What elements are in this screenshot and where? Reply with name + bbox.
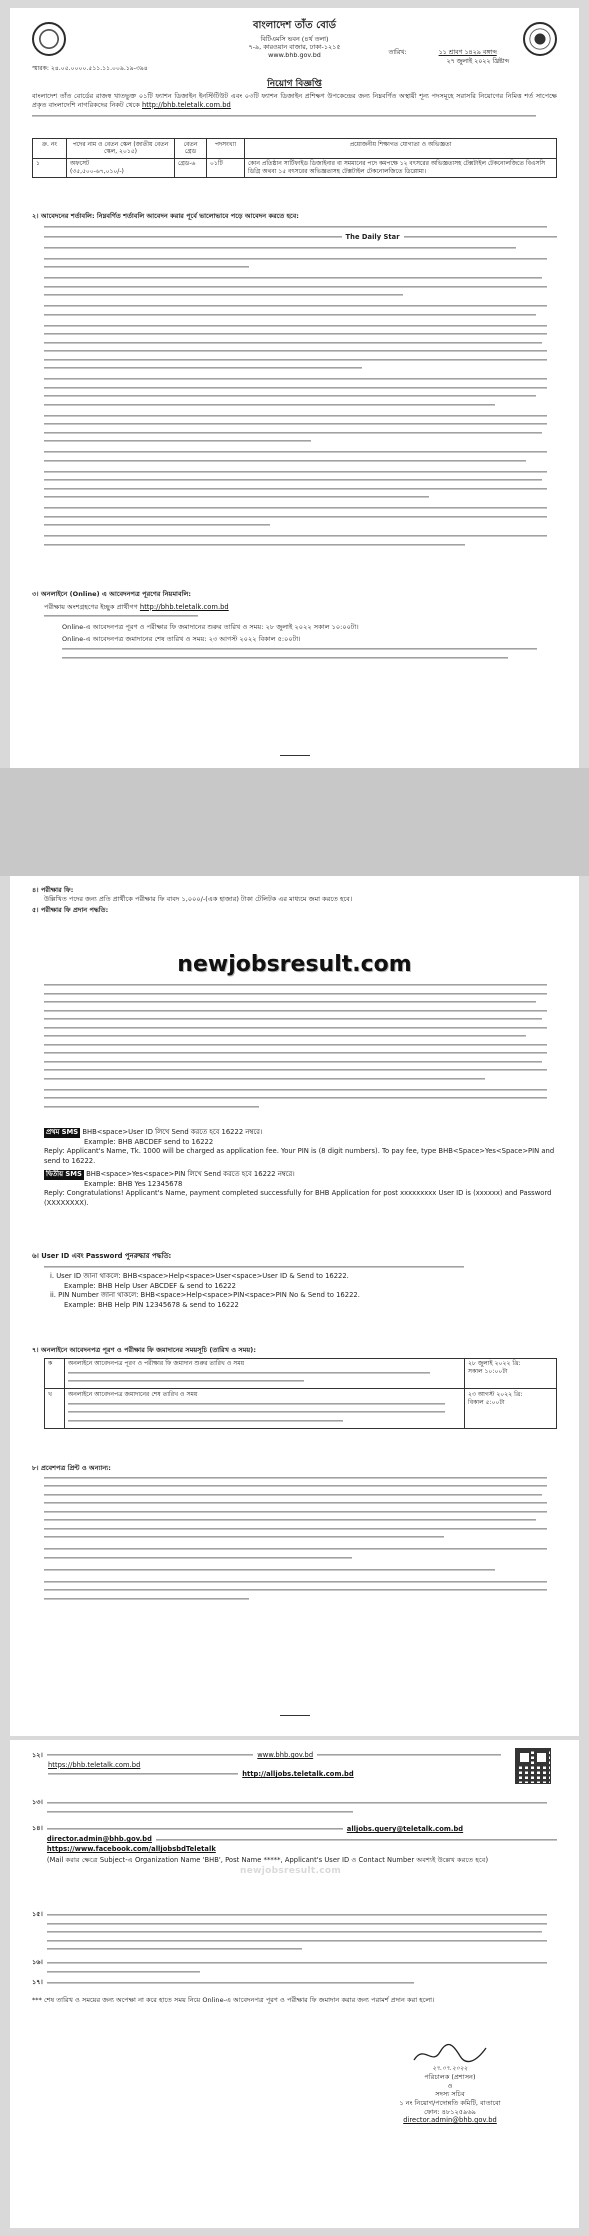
text-line bbox=[44, 303, 547, 309]
text-line bbox=[47, 1826, 343, 1832]
text-line bbox=[44, 1587, 547, 1593]
schedule-table bbox=[44, 1358, 557, 1429]
text-line bbox=[44, 1517, 536, 1523]
sched-a-time: সকাল ১০:০০টা bbox=[468, 1367, 508, 1375]
table-row bbox=[45, 1389, 557, 1428]
text-line bbox=[44, 1555, 352, 1561]
contact-email-admin[interactable]: director.admin@bhb.gov.bd bbox=[46, 1835, 152, 1844]
sms2-example: Example: BHB Yes 12345678 bbox=[84, 1179, 183, 1188]
online-dates bbox=[44, 623, 557, 661]
date-label: তারিখ: bbox=[388, 49, 407, 56]
text-line bbox=[47, 1960, 547, 1966]
sched-a-no: ক bbox=[45, 1358, 65, 1389]
text-line bbox=[68, 1370, 430, 1376]
online-body bbox=[32, 603, 557, 661]
text-line bbox=[44, 234, 342, 240]
recovery-section bbox=[32, 1252, 557, 1310]
item-14 bbox=[32, 1824, 557, 1864]
text-line bbox=[44, 365, 362, 371]
text-line bbox=[44, 1264, 464, 1270]
text-line bbox=[47, 1946, 302, 1952]
col-grade: বেতন গ্রেড bbox=[175, 139, 207, 159]
item-13 bbox=[32, 1798, 557, 1817]
signer-email[interactable]: director.admin@bhb.gov.bd bbox=[403, 2116, 497, 2125]
sms1-example: Example: BHB ABCDEF send to 16222 bbox=[84, 1137, 214, 1146]
text-line bbox=[44, 1008, 547, 1014]
text-line bbox=[44, 1050, 547, 1056]
text-line bbox=[44, 486, 547, 492]
page-gap-1 bbox=[0, 768, 589, 876]
schedule-title: ৭। অনলাইনে আবেদনপত্র পূরণ ও পরীক্ষার ফি জমাদানের সময়সূচি (তারিখ ও সময়): bbox=[32, 1346, 256, 1354]
notice-page-2 bbox=[10, 876, 579, 1736]
row-post bbox=[67, 158, 175, 178]
text-line bbox=[68, 1409, 445, 1415]
mail-instruction: (Mail করার ক্ষেত্রে Subject-এ Organization Name 'BHB', Post Name *****, Applicant's User ID ও Contact Number অবশ্যই উল্লেখ করতে হবে) bbox=[46, 1855, 489, 1864]
online-end: Online-এ আবেদনপত্র জমাদানের শেষ তারিখ ও সময়: ২৩ আগস্ট ২০২২ বিকাল ৫:০০টা। bbox=[62, 634, 301, 643]
text-line bbox=[44, 393, 536, 399]
item-15 bbox=[32, 1910, 557, 1955]
notice-page-1 bbox=[10, 8, 579, 768]
text-line bbox=[44, 1042, 547, 1048]
text-line bbox=[44, 224, 547, 230]
text-line bbox=[44, 1475, 547, 1481]
table-header-row bbox=[33, 139, 557, 159]
admit-title: ৮। প্রবেশপত্র প্রিন্ট ও অন্যান্য: bbox=[32, 1464, 111, 1472]
sched-a-when bbox=[465, 1358, 557, 1389]
text-line bbox=[44, 522, 270, 528]
text-line bbox=[44, 331, 547, 337]
recovery-i: i. User ID জানা থাকলে: BHB<space>Help<space>User<space>User ID & Send to 16222. bbox=[50, 1272, 349, 1280]
handwritten-signature bbox=[410, 2040, 490, 2068]
fee-method-body bbox=[32, 980, 557, 1112]
signer-phone: ফোন: ৪৮১২৫৯৬৯ bbox=[424, 2107, 476, 2116]
online-section bbox=[32, 590, 557, 663]
text-line bbox=[156, 1837, 557, 1843]
text-line bbox=[44, 1059, 542, 1065]
item-number: ১৭। bbox=[32, 1978, 43, 1986]
sched-b-date: ২৩ আগস্ট ২০২২ খ্রি: bbox=[468, 1390, 523, 1398]
text-line bbox=[44, 376, 547, 382]
signer-and: ও bbox=[447, 2081, 453, 2090]
admit-body bbox=[32, 1475, 557, 1602]
item14-line1 bbox=[47, 1824, 557, 1835]
text-line bbox=[68, 1418, 343, 1424]
item-number: ১৫। bbox=[32, 1910, 43, 1918]
newspaper-name: The Daily Star bbox=[345, 233, 400, 242]
text-line bbox=[44, 275, 542, 281]
recovery-title: ৬। User ID এবং Password পুনরুদ্ধার পদ্ধতি: bbox=[32, 1252, 172, 1260]
text-line bbox=[44, 1546, 547, 1552]
text-line bbox=[44, 413, 547, 419]
text-line bbox=[44, 1534, 444, 1540]
text-line bbox=[62, 646, 537, 652]
text-line bbox=[62, 655, 508, 661]
sms2-text: BHB<space>Yes<space>PIN লিখে Send করতে হবে 16222 নম্বরে। bbox=[86, 1170, 295, 1178]
item-16 bbox=[32, 1958, 557, 1977]
reference-number: স্মারক: ২৪.০৫.০০০০.৫১১.১১.০০৯.১৯-৩৯৪ bbox=[32, 65, 148, 72]
sched-a-date: ২৮ জুলাই ২০২২ খ্রি: bbox=[468, 1360, 521, 1368]
sched-a-label: অনলাইনে আবেদনপত্র পূরণ ও পরীক্ষার ফি জমাদান শুরুর তারিখ ও সময় bbox=[68, 1360, 245, 1368]
item-number: ১২। bbox=[32, 1750, 43, 1759]
sms1-reply: Reply: Applicant's Name, Tk. 1000 will be charged as application fee. Your PIN is (8 digit numbers). To pay fee, type BHB<Space>Yes<Space>PIN and send to 16222. bbox=[44, 1147, 555, 1165]
signature-mark bbox=[280, 748, 310, 756]
text-line bbox=[68, 1401, 445, 1407]
text-line bbox=[44, 264, 249, 270]
text-line bbox=[44, 1087, 547, 1093]
text-line bbox=[44, 1596, 249, 1602]
item14-row bbox=[32, 1824, 557, 1864]
text-line bbox=[44, 1104, 259, 1110]
item13-lines bbox=[47, 1798, 557, 1817]
online-intro-line bbox=[44, 603, 557, 612]
sched-b-when bbox=[465, 1389, 557, 1428]
text-line bbox=[44, 458, 526, 464]
fee-section bbox=[32, 886, 557, 915]
item12-line2 bbox=[32, 1761, 501, 1770]
text-line bbox=[44, 999, 536, 1005]
fee-title: ৪। পরীক্ষার ফি: bbox=[32, 886, 74, 894]
col-count: পদসংখ্যা bbox=[207, 139, 245, 159]
online-link[interactable]: http://bhb.teletalk.com.bd bbox=[139, 602, 229, 611]
text-line bbox=[47, 1969, 200, 1975]
text-line bbox=[44, 533, 547, 539]
item-17 bbox=[32, 1978, 557, 1989]
item17-lines bbox=[47, 1978, 557, 1989]
conditions-title: ২। আবেদনের শর্তাবলি: নিম্নবর্ণিত শর্তাবলি আবেদন করার পূর্বে ভালোভাবে পড়ে আবেদন করতে হবে: bbox=[32, 212, 299, 220]
text-line bbox=[44, 613, 198, 619]
text-line bbox=[44, 477, 542, 483]
row-post-name: অফসেট bbox=[70, 160, 90, 168]
text-line bbox=[44, 292, 403, 298]
signature-mark bbox=[280, 1708, 310, 1716]
text-line bbox=[44, 1567, 495, 1573]
item12-line1 bbox=[32, 1750, 501, 1761]
watermark-newjobsresult: newjobsresult.com bbox=[177, 952, 412, 977]
text-line bbox=[44, 438, 311, 444]
online-intro: পরীক্ষায় অংশগ্রহণের ইচ্ছুক প্রার্থীগণ bbox=[44, 602, 138, 611]
text-line bbox=[44, 385, 547, 391]
fee-text: উল্লিখিত পদের জন্য প্রতি প্রার্থীকে পরীক্ষার ফি বাবদ ১,০০০/-(এক হাজার) টাকা টেলিটক এর মাধ্যমে জমা করতে হবে। bbox=[44, 894, 353, 903]
item17-row bbox=[32, 1978, 557, 1989]
conditions-body bbox=[32, 224, 557, 548]
intro-text: বাংলাদেশ তাঁত বোর্ডের রাজস্ব খাতভুক্ত ০১টি ফ্যাশন ডিজাইন ইনস্টিটিউট এবং ০৩টি ফ্যাশন ডিজাইন প্রশিক্ষণ উপকেন্দ্রের জন্য নিম্নবর্ণিত অস্থায়ী শূন্য পদসমূহে সরাসরি নিয়োগের নিমিত্ত শর্ত সাপেক্ষে প্রকৃত বাংলাদেশি নাগরিকদের নিকট থেকে bbox=[32, 92, 557, 109]
watermark-newjobsresult: newjobsresult.com bbox=[240, 1866, 342, 1876]
date-english: ২৭ জুলাই ২০২২ খ্রিষ্টাব্দ bbox=[446, 58, 509, 65]
item-number: ১৪। bbox=[32, 1824, 43, 1832]
intro-paragraph bbox=[32, 92, 557, 122]
text-line bbox=[47, 1980, 414, 1986]
signer-committee: ১ নং নিয়োগ/পদোন্নতি কমিটি, বাতাবো bbox=[399, 2098, 501, 2107]
item-number: ১৬। bbox=[32, 1958, 43, 1966]
org-sub1: বিটিএমসি ভবন (৪র্থ তলা) bbox=[260, 35, 329, 43]
item15-row bbox=[32, 1910, 557, 1955]
text-line bbox=[44, 449, 547, 455]
text-line bbox=[47, 1938, 547, 1944]
text-line bbox=[44, 284, 547, 290]
sched-b-label: অনলাইনে আবেদনপত্র জমাদানের শেষ তারিখ ও সময় bbox=[68, 1390, 198, 1398]
text-line bbox=[44, 348, 547, 354]
text-line bbox=[44, 1067, 547, 1073]
contact-email-teletalk[interactable]: alljobs.query@teletalk.com.bd bbox=[346, 1824, 464, 1833]
signer-title: সদস্য সচিব bbox=[435, 2090, 465, 2099]
text-line bbox=[68, 1378, 304, 1384]
text-line bbox=[44, 982, 547, 988]
item14-content bbox=[47, 1824, 557, 1864]
row-post-scale: (৩৫,৫০০-৬৭,০১০/-) bbox=[70, 167, 124, 175]
item12-link-bhb[interactable]: www.bhb.gov.bd bbox=[257, 1750, 314, 1759]
intro-link[interactable]: http://bhb.teletalk.com.bd bbox=[141, 100, 231, 109]
item-12 bbox=[32, 1750, 501, 1780]
online-title: ৩। অনলাইনে (Online) এ আবেদনপত্র পূরণের নিয়মাবলি: bbox=[32, 590, 192, 598]
signer-role: পরিচালক (প্রশাসন) bbox=[424, 2073, 476, 2082]
org-sub2: ৭-৯, কারওয়ান বাজার, ঢাকা-১২১৫ bbox=[248, 43, 341, 51]
newspaper-line bbox=[44, 232, 557, 243]
text-line bbox=[44, 256, 547, 262]
item12-link-teletalk[interactable]: https://bhb.teletalk.com.bd bbox=[48, 1760, 141, 1769]
text-line bbox=[44, 514, 547, 520]
schedule-section bbox=[32, 1346, 557, 1429]
text-line bbox=[44, 542, 465, 548]
sms2-label: দ্বিতীয় SMS bbox=[46, 1170, 82, 1178]
online-start: Online-এ আবেদনপত্র পূরণ ও পরীক্ষার ফি জমাদানের শুরুর তারিখ ও সময়: ২৮ জুলাই ২০২২ সকাল ১০:০০টা। bbox=[62, 623, 359, 632]
text-line bbox=[44, 1025, 547, 1031]
item12-link-alljobs[interactable]: http://alljobs.teletalk.com.bd bbox=[242, 1770, 354, 1779]
col-post: পদের নাম ও বেতন স্কেল (জাতীয় বেতন স্কেল, ২০১৫) bbox=[67, 139, 175, 159]
text-line bbox=[44, 430, 542, 436]
table-row bbox=[33, 158, 557, 178]
text-line bbox=[44, 469, 547, 475]
row-requirement: কোন প্রতিষ্ঠান সার্টিফাইড ডিজাইনার বা সমমানের পদে কমপক্ষে ১২ বৎসরের অভিজ্ঞতাসহ টেক্সটাইল টেকনোলজিতে বিএসসি ডিগ্রি অথবা ১৫ বৎসরের অভিজ্ঞতাসহ টেক্সটাইল টেকনোলজিতে ডিপ্লোমা। bbox=[245, 158, 557, 178]
conditions-section bbox=[32, 212, 557, 550]
date-bangla: ১১ শ্রাবণ ১৪২৯ বঙ্গাব্দ bbox=[438, 49, 497, 56]
date-block bbox=[388, 48, 509, 66]
text-line bbox=[44, 1483, 547, 1489]
table-row bbox=[45, 1358, 557, 1389]
text-line bbox=[47, 1912, 547, 1918]
item14-line2 bbox=[47, 1835, 557, 1846]
text-line bbox=[44, 1509, 547, 1515]
text-line bbox=[44, 1076, 485, 1082]
text-line bbox=[48, 1771, 238, 1777]
notice-title: নিয়োগ বিজ্ঞপ্তি bbox=[267, 79, 322, 89]
text-line bbox=[404, 234, 557, 240]
item12-line3 bbox=[32, 1769, 501, 1780]
recovery-ii: ii. PIN Number জানা থাকলে: BHB<space>Help<space>PIN<space>PIN No & Send to 16222. bbox=[50, 1291, 360, 1299]
org-name: বাংলাদেশ তাঁত বোর্ড bbox=[252, 20, 337, 31]
text-line bbox=[44, 1016, 542, 1022]
notice-page-3 bbox=[10, 1740, 579, 2228]
item-number: ১৩। bbox=[32, 1798, 43, 1806]
text-line bbox=[44, 357, 547, 363]
text-line bbox=[44, 245, 516, 251]
text-line bbox=[44, 402, 495, 408]
col-serial: ক্র. নং bbox=[33, 139, 67, 159]
item16-lines bbox=[47, 1958, 557, 1977]
text-line bbox=[44, 1492, 542, 1498]
text-line bbox=[47, 1809, 353, 1815]
sched-b-time: বিকাল ৫:০০টা bbox=[468, 1398, 505, 1406]
sched-a-text bbox=[65, 1358, 465, 1389]
text-line bbox=[47, 1921, 547, 1927]
item16-row bbox=[32, 1958, 557, 1977]
sms2-reply: Reply: Congratulations! Applicant's Name, payment completed successfully for BHB Application for post xxxxxxxxx User ID is (xxxxxx) and Password (XXXXXXXX). bbox=[44, 1189, 552, 1207]
org-website[interactable]: www.bhb.gov.bd bbox=[268, 51, 321, 59]
text-line bbox=[44, 991, 547, 997]
text-line bbox=[44, 1526, 547, 1532]
admit-section bbox=[32, 1464, 557, 1604]
text-line bbox=[47, 1800, 547, 1806]
sms1-label: প্রথম SMS bbox=[46, 1128, 79, 1136]
col-requirement: প্রয়োজনীয় শিক্ষাগত যোগ্যতা ও অভিজ্ঞতা bbox=[245, 139, 557, 159]
text-line bbox=[44, 323, 547, 329]
facebook-link[interactable]: https://www.facebook.com/alljobsbdTeletalk bbox=[46, 1845, 216, 1853]
closing-note: *** শেষ তারিখ ও সময়ের জন্য অপেক্ষা না করে হাতে সময় নিয়ে Online-এ আবেদনপত্র পূরণ ও পরীক্ষার ফি জমাদান করার জন্য পরামর্শ প্রদান করা হলো। bbox=[32, 1996, 435, 2004]
text-line bbox=[44, 494, 429, 500]
post-table bbox=[32, 138, 557, 178]
row-serial: ১ bbox=[33, 158, 67, 178]
text-line bbox=[44, 421, 547, 427]
sms1-text: BHB<space>User ID লিখে Send করতে হবে 16222 নম্বরে। bbox=[82, 1128, 263, 1136]
recovery-ii-example: Example: BHB Help PIN 12345678 & send to 16222 bbox=[64, 1300, 239, 1309]
recovery-i-example: Example: BHB Help User ABCDEF & send to 16222 bbox=[64, 1281, 236, 1290]
text-line bbox=[44, 340, 542, 346]
item15-lines bbox=[47, 1910, 557, 1955]
text-line bbox=[44, 505, 547, 511]
text-line bbox=[44, 1095, 547, 1101]
sms2-line bbox=[44, 1170, 557, 1180]
sms1-line bbox=[44, 1128, 557, 1138]
sms-steps bbox=[32, 1128, 557, 1208]
row-count: ০১টি bbox=[207, 158, 245, 178]
qr-code-icon bbox=[515, 1748, 551, 1784]
text-line bbox=[44, 1500, 547, 1506]
fee-method-title: ৫। পরীক্ষার ফি প্রদান পদ্ধতি: bbox=[32, 906, 109, 915]
row-grade: গ্রেড-৬ bbox=[175, 158, 207, 178]
text-line bbox=[44, 1579, 547, 1585]
sched-b-text bbox=[65, 1389, 465, 1428]
text-line bbox=[47, 1929, 542, 1935]
text-line bbox=[47, 1752, 253, 1758]
signature-block bbox=[350, 2040, 550, 2125]
text-line bbox=[44, 312, 536, 318]
recovery-body bbox=[32, 1272, 557, 1310]
signature-date: ২৭.০৭.২০২২ bbox=[432, 2064, 468, 2072]
text-line bbox=[32, 113, 536, 119]
sched-b-no: খ bbox=[45, 1389, 65, 1428]
item14-line3 bbox=[47, 1845, 557, 1854]
text-line bbox=[317, 1752, 501, 1758]
text-line bbox=[44, 1033, 526, 1039]
item13-row bbox=[32, 1798, 557, 1817]
